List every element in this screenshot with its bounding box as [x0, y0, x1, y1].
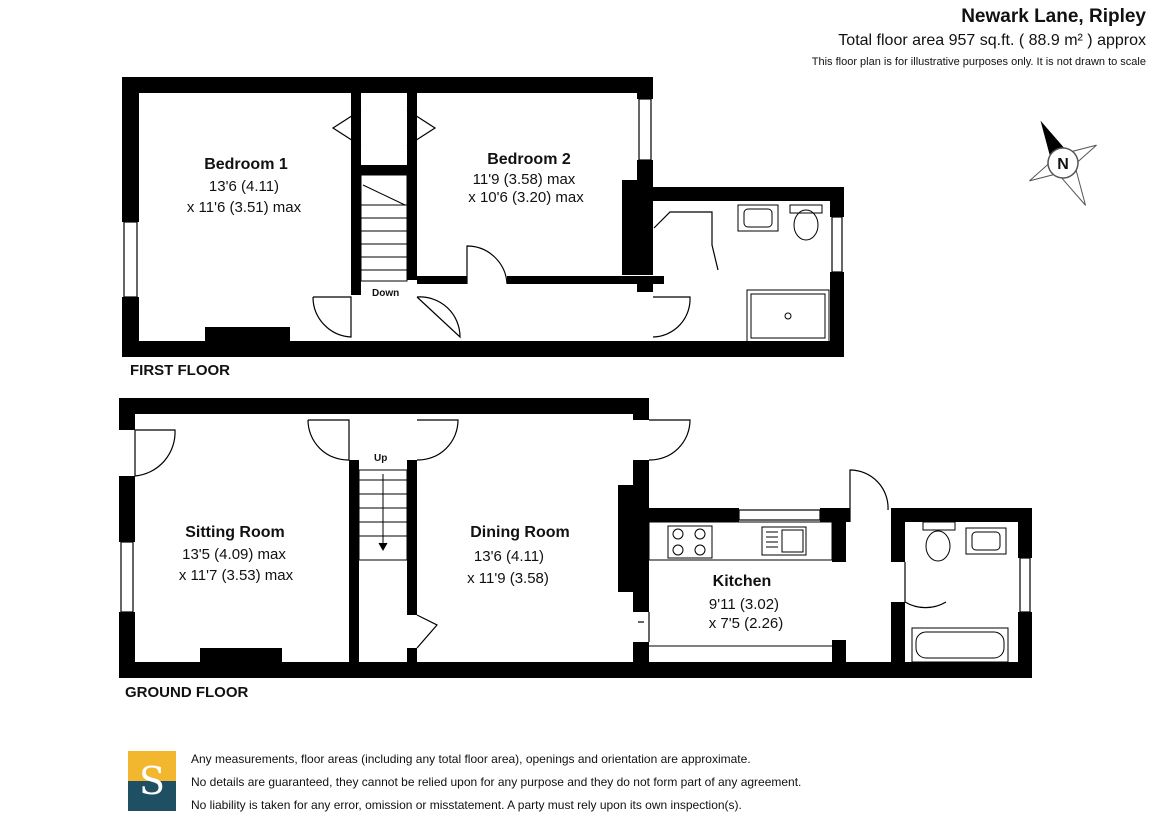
room-dimension: x 7'5 (2.26) [708, 615, 784, 632]
room-name: Dining Room [470, 524, 570, 541]
first-floor-bathroom-fixtures [738, 205, 829, 342]
disclaimer-line: No liability is taken for any error, omission or misstatement. A party must rely upon its own inspection(s). [191, 798, 742, 812]
room-name: Bedroom 2 [487, 151, 571, 168]
agency-logo [128, 751, 176, 811]
room-dimension: 11'9 (3.58) max [472, 171, 576, 188]
room-kitchen [709, 573, 784, 632]
room-bedroom-2 [468, 151, 584, 206]
room-name: Bedroom 1 [204, 156, 288, 173]
room-dimension: x 11'9 (3.58) [467, 570, 549, 587]
disclaimer-line: No details are guaranteed, they cannot be relied upon for any purpose and they do not form part of any agreement. [191, 775, 802, 789]
room-dimension: x 11'6 (3.51) max [186, 199, 302, 216]
total-floor-area: Total floor area 957 sq.ft. ( 88.9 m² ) approx [838, 32, 1146, 49]
room-dimension: x 11'7 (3.53) max [178, 567, 294, 584]
compass-icon [1007, 103, 1119, 223]
compass-north-label: N [1057, 156, 1069, 173]
room-dimension: 13'6 (4.11) [208, 178, 280, 195]
room-bedroom-1 [187, 156, 302, 216]
room-dimension: 9'11 (3.02) [708, 596, 780, 613]
disclaimer-line: Any measurements, floor areas (including any total floor area), openings and orientation are approximate. [191, 752, 751, 766]
ground-floor-stairs [359, 470, 407, 560]
first-floor-label: FIRST FLOOR [130, 362, 230, 379]
ground-floor-bathroom-fixtures [912, 522, 1008, 662]
room-sitting-room [179, 524, 294, 584]
logo-letter: S [138, 759, 166, 803]
room-dimension: x 10'6 (3.20) max [468, 189, 584, 206]
address-title: Newark Lane, Ripley [961, 6, 1146, 27]
first-floor-stairs [361, 175, 407, 281]
illustrative-note: This floor plan is for illustrative purposes only. It is not drawn to scale [811, 56, 1146, 68]
room-dining-room [467, 524, 570, 587]
room-dimension: 13'5 (4.09) max [182, 546, 286, 563]
stairs-up-label: Up [374, 453, 388, 464]
stairs-down-label: Down [372, 288, 400, 299]
room-name: Kitchen [712, 573, 772, 590]
ground-floor-label: GROUND FLOOR [125, 684, 249, 701]
room-dimension: 13'6 (4.11) [473, 548, 545, 565]
room-name: Sitting Room [185, 524, 285, 541]
first-floor-doors [313, 110, 718, 337]
first-floor-walls [122, 77, 844, 357]
